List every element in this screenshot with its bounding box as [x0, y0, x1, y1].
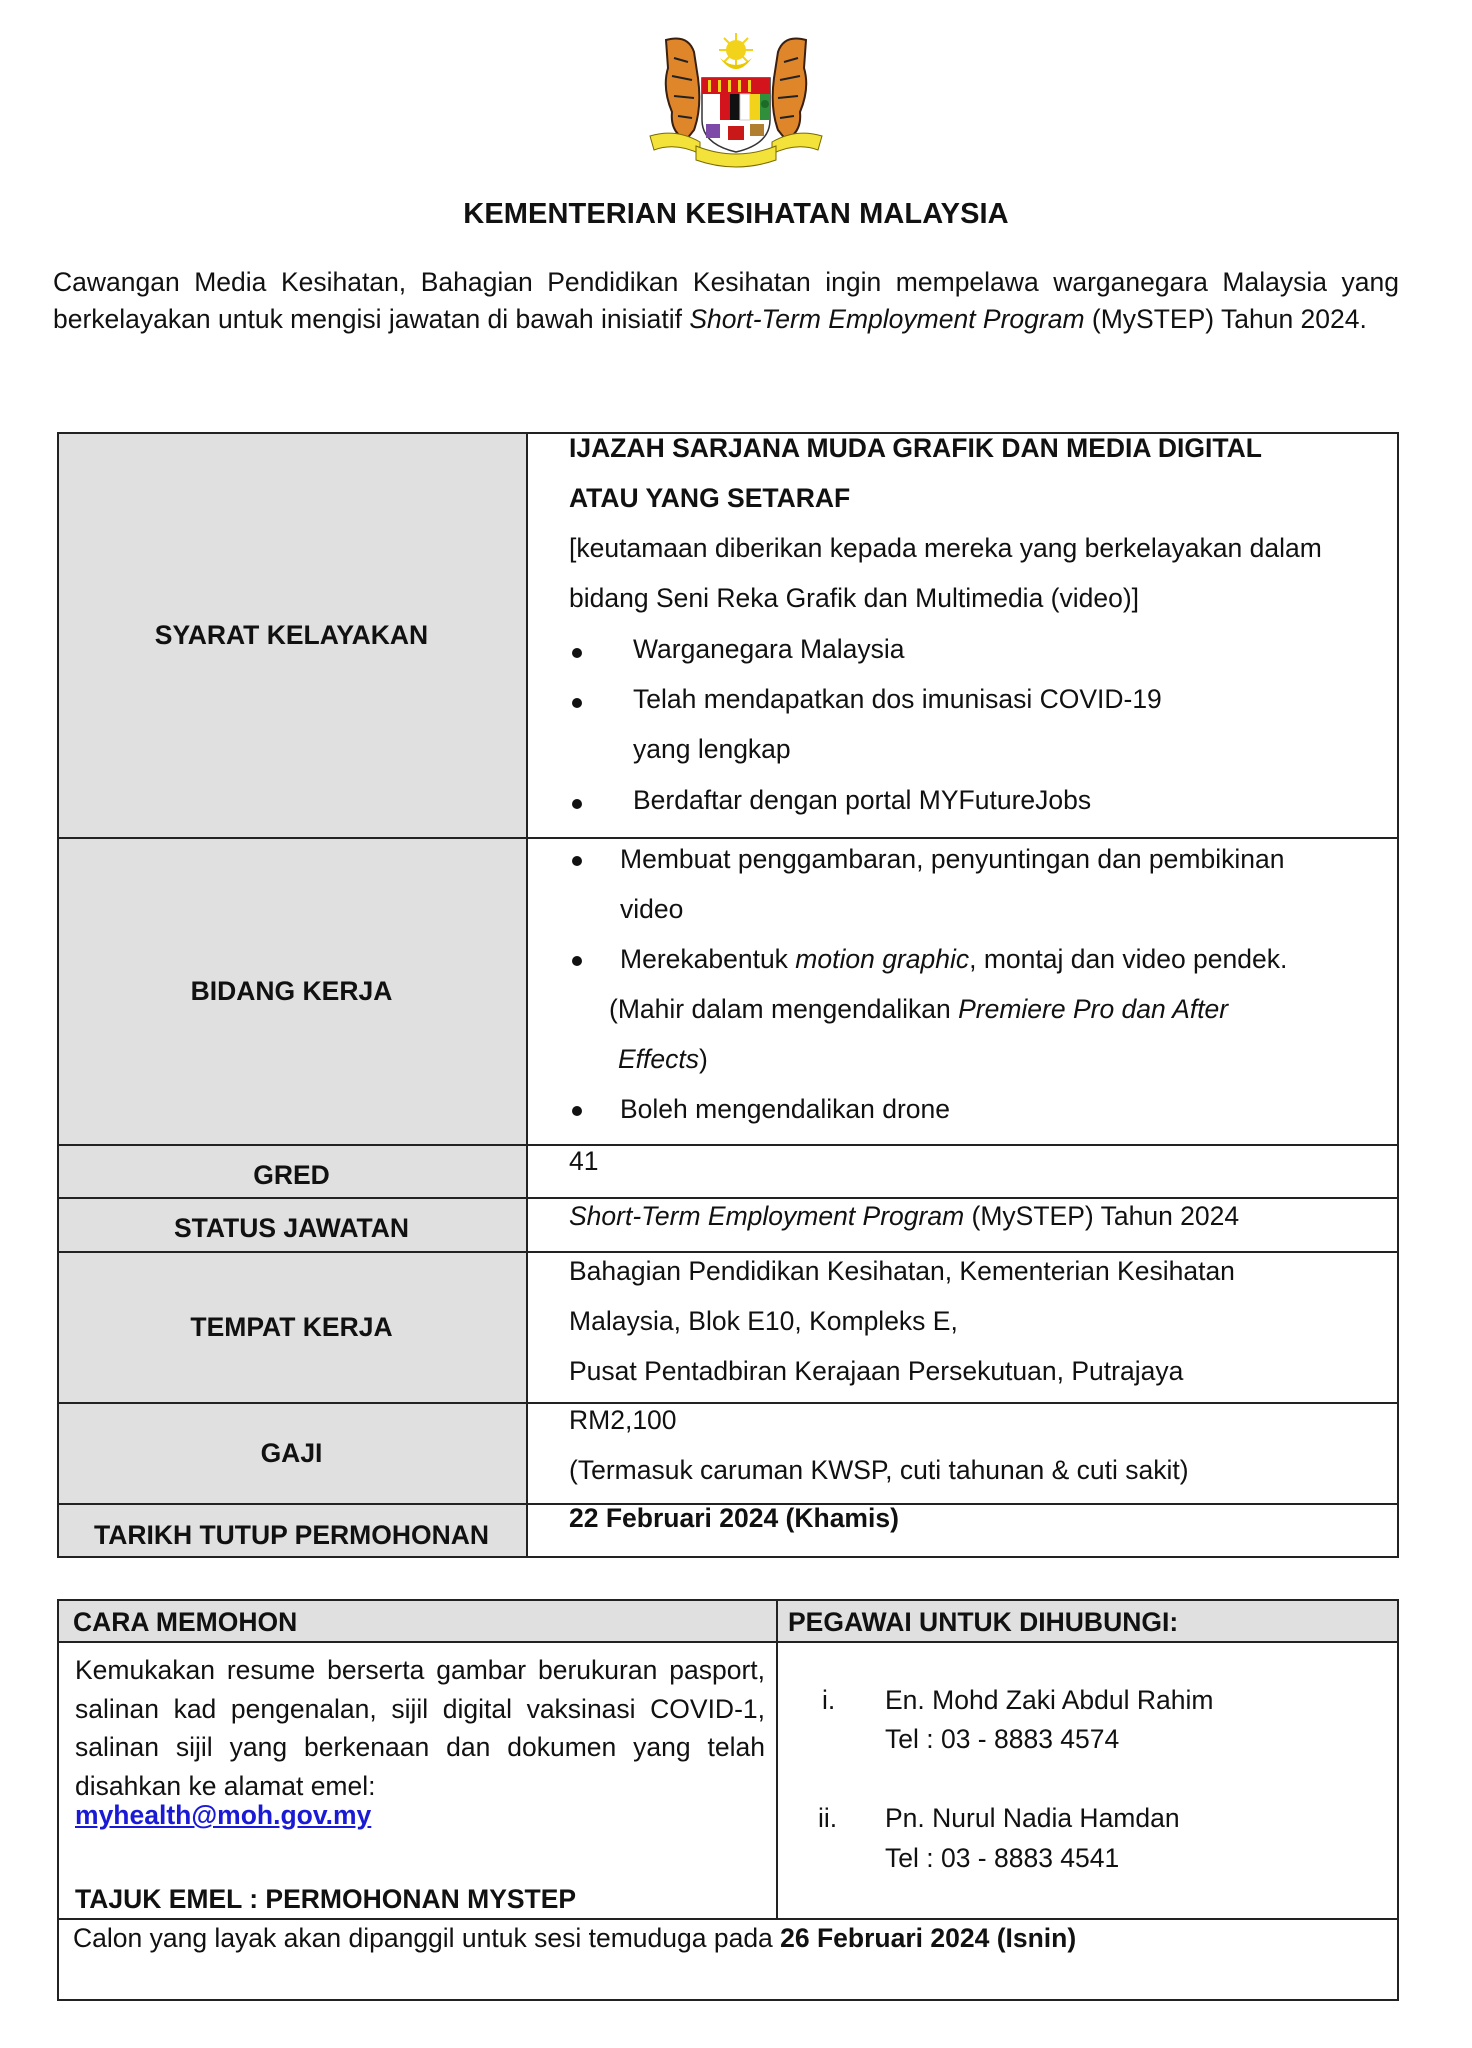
- label-tarikh-tutup: TARIKH TUTUP PERMOHONAN: [57, 1505, 528, 1557]
- contact-numeral: i.: [822, 1685, 836, 1715]
- duty-note-continuation: [618, 1044, 708, 1074]
- bullet-icon: [572, 799, 582, 809]
- bullet-icon: [572, 856, 582, 866]
- application-table-header: [59, 1601, 1397, 1643]
- value-gred: 41: [569, 1146, 599, 1176]
- table-border: [1397, 432, 1399, 1558]
- label-gaji: GAJI: [57, 1404, 528, 1503]
- qualification-note-2: bidang Seni Reka Grafik dan Multimedia (video)]: [569, 583, 1140, 613]
- page-title: KEMENTERIAN KESIHATAN MALAYSIA: [463, 198, 1009, 230]
- duty-italic: motion graphic: [795, 944, 970, 974]
- duty-note-italic: Effects: [618, 1044, 700, 1074]
- interview-note: [73, 1923, 1076, 1953]
- duty-item: Membuat penggambaran, penyuntingan dan pembikinan: [620, 844, 1285, 874]
- salary-note: (Termasuk caruman KWSP, cuti tahunan & cuti sakit): [569, 1455, 1189, 1485]
- application-table: [57, 1599, 1399, 2001]
- qualification-heading-2: ATAU YANG SETARAF: [569, 483, 851, 513]
- table-border: [57, 1556, 1399, 1558]
- email-link-wrap[interactable]: [75, 1800, 371, 1830]
- bullet-icon: [572, 698, 582, 708]
- coat-of-arms-icon: [636, 28, 836, 168]
- label-syarat-kelayakan: SYARAT KELAYAKAN: [57, 434, 528, 837]
- status-text: [569, 1201, 1239, 1231]
- requirement-item: Telah mendapatkan dos imunisasi COVID-19: [633, 684, 1162, 714]
- value-syarat-kelayakan: [530, 434, 1399, 837]
- duty-item-continuation: video: [620, 894, 684, 924]
- duty-note-text: (Mahir dalam mengendalikan: [609, 994, 959, 1024]
- duty-note-text: ): [699, 1044, 708, 1074]
- email-subject: TAJUK EMEL : PERMOHONAN MYSTEP: [75, 1884, 577, 1914]
- row-gaji: [57, 1402, 1399, 1503]
- requirement-item: Berdaftar dengan portal MYFutureJobs: [633, 785, 1092, 815]
- label-gred: GRED: [57, 1146, 528, 1197]
- duty-text: Merekabentuk: [620, 944, 796, 974]
- value-gaji: [530, 1404, 1399, 1503]
- bullet-icon: [572, 648, 582, 658]
- row-gred: [57, 1144, 1399, 1197]
- value-tarikh-tutup-cell: [530, 1505, 1399, 1557]
- contact-numeral: ii.: [818, 1803, 838, 1833]
- qualification-heading-1: IJAZAH SARJANA MUDA GRAFIK DAN MEDIA DIGITAL: [569, 433, 1262, 463]
- value-tempat-kerja: [530, 1253, 1399, 1402]
- status-italic: Short-Term Employment Program: [569, 1201, 965, 1231]
- value-gred-cell: [530, 1146, 1399, 1197]
- closing-date: 22 Februari 2024 (Khamis): [569, 1503, 899, 1533]
- intro-paragraph: [53, 264, 1399, 338]
- bullet-icon: [572, 1106, 582, 1116]
- contact-name: Pn. Nurul Nadia Hamdan: [885, 1803, 1180, 1833]
- duty-note-italic: Premiere Pro dan After: [958, 994, 1229, 1024]
- row-syarat-kelayakan: [57, 432, 1399, 837]
- column-divider: [776, 1601, 778, 1919]
- intro-text-2: (MySTEP) Tahun 2024.: [1084, 304, 1367, 334]
- requirement-item-continuation: yang lengkap: [633, 734, 791, 764]
- label-bidang-kerja: BIDANG KERJA: [57, 839, 528, 1144]
- duty-item: [620, 944, 1287, 974]
- header-cara-memohon: CARA MEMOHON: [73, 1607, 298, 1637]
- row-bidang-kerja: [57, 837, 1399, 1144]
- requirement-item: Warganegara Malaysia: [633, 634, 905, 664]
- duty-text: , montaj dan video pendek.: [969, 944, 1288, 974]
- intro-italic: Short-Term Employment Program: [689, 304, 1085, 334]
- row-tarikh-tutup: [57, 1503, 1399, 1557]
- qualification-note-1: [keutamaan diberikan kepada mereka yang berkelayakan dalam: [569, 533, 1322, 563]
- header-pegawai: PEGAWAI UNTUK DIHUBUNGI:: [788, 1607, 1179, 1637]
- label-tempat-kerja: TEMPAT KERJA: [57, 1253, 528, 1402]
- interview-text: Calon yang layak akan dipanggil untuk sesi temuduga pada: [73, 1923, 781, 1953]
- table-border: [57, 432, 59, 1558]
- bullet-icon: [572, 956, 582, 966]
- row-tempat-kerja: [57, 1251, 1399, 1402]
- label-status-jawatan: STATUS JAWATAN: [57, 1199, 528, 1251]
- intro-text-1: Cawangan Media Kesihatan, Bahagian Pendidikan Kesihatan ingin mempelawa warganegara Malaysia yang berkelayakan untuk mengisi jawatan di bawah inisiatif: [53, 267, 1399, 334]
- address-line: Malaysia, Blok E10, Kompleks E,: [569, 1306, 958, 1336]
- status-rest: (MySTEP) Tahun 2024: [964, 1201, 1240, 1231]
- contact-name: En. Mohd Zaki Abdul Rahim: [885, 1685, 1214, 1715]
- duty-item: Boleh mengendalikan drone: [620, 1094, 951, 1124]
- coat-of-arms-logo: [636, 28, 836, 168]
- address-line: Bahagian Pendidikan Kesihatan, Kementerian Kesihatan: [569, 1256, 1235, 1286]
- contact-tel: Tel : 03 - 8883 4541: [885, 1843, 1120, 1873]
- value-bidang-kerja: [530, 839, 1399, 1144]
- duty-note: [609, 994, 1228, 1024]
- interview-date: 26 Februari 2024 (Isnin): [780, 1923, 1077, 1953]
- interview-row: [59, 1918, 1397, 1953]
- email-link[interactable]: myhealth@moh.gov.my: [75, 1800, 372, 1830]
- salary-amount: RM2,100: [569, 1405, 677, 1435]
- row-status-jawatan: [57, 1197, 1399, 1251]
- contact-tel: Tel : 03 - 8883 4574: [885, 1724, 1120, 1754]
- application-instructions: Kemukakan resume berserta gambar berukuran pasport, salinan kad pengenalan, sijil digital vaksinasi COVID-1, salinan sijil yang berkenaan dan dokumen yang telah disahkan ke alamat emel:: [75, 1655, 765, 1801]
- address-line: Pusat Pentadbiran Kerajaan Persekutuan, Putrajaya: [569, 1356, 1184, 1386]
- value-status-jawatan: [530, 1199, 1399, 1251]
